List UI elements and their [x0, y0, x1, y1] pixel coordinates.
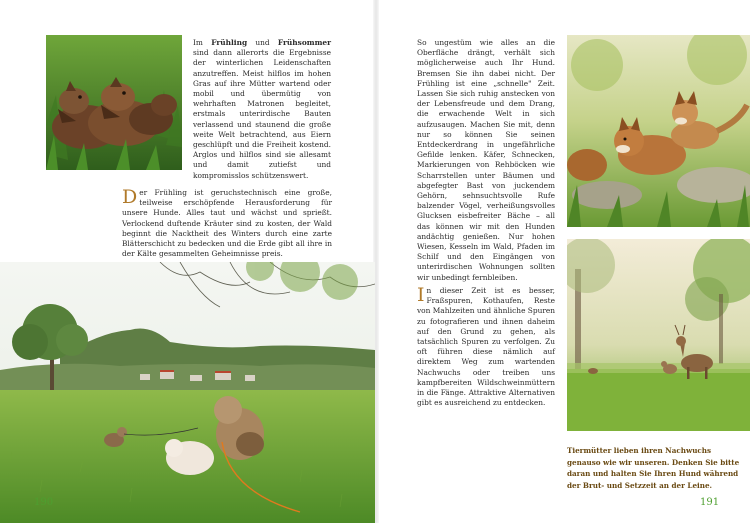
right-paragraph-2-text: n dieser Zeit ist es besser, Fraßspuren, Kothaufen, Reste von Mahlzeiten und ähnliche Spuren zu fotografieren und ihnen daheim auf den Grund zu gehen, als tatsächlich Spuren zu verfolgen. Zu oft führen diese nämlich auf direktem Weg zum wartenden Nachwuchs oder treiben uns kampfbereiten Wildschweinmüttern in die Fänge. Attraktive Alternativen gibt es ausreichend zu entdecken.: [417, 286, 556, 408]
dropcap-i: I: [417, 284, 425, 306]
intro-bold-fruehling: Frühling: [211, 38, 248, 47]
intro-part2: und: [247, 38, 278, 47]
left-paragraph-2: [122, 188, 332, 259]
intro-part1: Im: [193, 38, 212, 47]
dogs-on-meadow-photo: [0, 262, 375, 523]
fox-cubs-photo: [567, 35, 750, 227]
deer-in-meadow-photo: [567, 239, 750, 431]
intro-text: [193, 38, 331, 181]
deer-meadow-illustration: [567, 239, 750, 431]
dropcap-d: D: [122, 186, 138, 208]
fox-cubs-illustration: [567, 35, 750, 227]
page-number-right: 191: [700, 497, 720, 508]
right-column-body: So ungestüm wie alles an die Oberfläche drängt, verhält sich möglicherweise auch Ihr Hund. Bremsen Sie ihn dabei nicht. Der Frühling ist eine „schnelle" Zeit. Lassen Sie sich ruhig anstecken von der Lebensfreude und dem Drang, die erwachende Welt in sich aufzusaugen. Machen Sie mit, denn nur so können Sie seinen Entdeckerdrang in ungefährliche Gefilde lenken. Käfer, Schnecken, Markierungen von Rehböcken wie Scharrstellen unter Bäumen und abgefegter Bast von juckendem Gehörn, sehnsuchtsvolle Rufe balzender Vögel, verheißungsvolles Glucksen eisbefreiter Bäche – all das können wir mit den Hunden andächtig genießen. Nur hohen Wiesen, Kesseln im Wald, Pfaden im Schilf und den Eingängen von unterirdischen Wohnungen sollten wir unbedingt fernbleiben.: [417, 38, 555, 282]
left-paragraph-2-text: er Frühling ist geruchstechnisch eine große, teilweise erschöpfende Herausforderung für unsere Hunde. Alles taut und wächst und sprießt. Verlockend duftende Kräuter sind zu kosten, der Wald beginnt die Nacktheit des Winters durch eine zarte Blätterschicht zu bedecken und die Erde gibt all ihre in der Kälte gesammelten Geheimnisse preis.: [122, 188, 332, 259]
piglets-illustration: [46, 35, 182, 170]
dogs-meadow-illustration: [0, 262, 375, 523]
wild-boar-piglets-photo: [46, 35, 182, 170]
page-number-left: 190: [34, 497, 54, 508]
right-paragraph-2: [417, 286, 555, 408]
intro-bold-fruehsommer: Frühsommer: [277, 38, 332, 47]
photo-caption: Tiermütter lieben ihren Nachwuchs genauso wie wir unseren. Denken Sie bitte daran und halten Sie Ihren Hund während der Brut- und Setzzeit an der Leine.: [567, 446, 740, 490]
right-column-text: [417, 38, 555, 283]
intro-rest: sind dann allerorts die Ergebnisse der winterlichen Leidenschaften anzutreffen. Meist hilflos im hohen Gras auf ihre Mütter wartend oder mobil und übermütig von wehrhaften Matronen begleitet, erstmals unterirdische Bauten verlassend und staunend die große weite Welt betrachtend, aus Eiern geschlüpft und die Freiheit kostend. Arglos und hilflos sind sie allesamt und damit zutiefst und kompromisslos schützenswert.: [193, 48, 331, 180]
